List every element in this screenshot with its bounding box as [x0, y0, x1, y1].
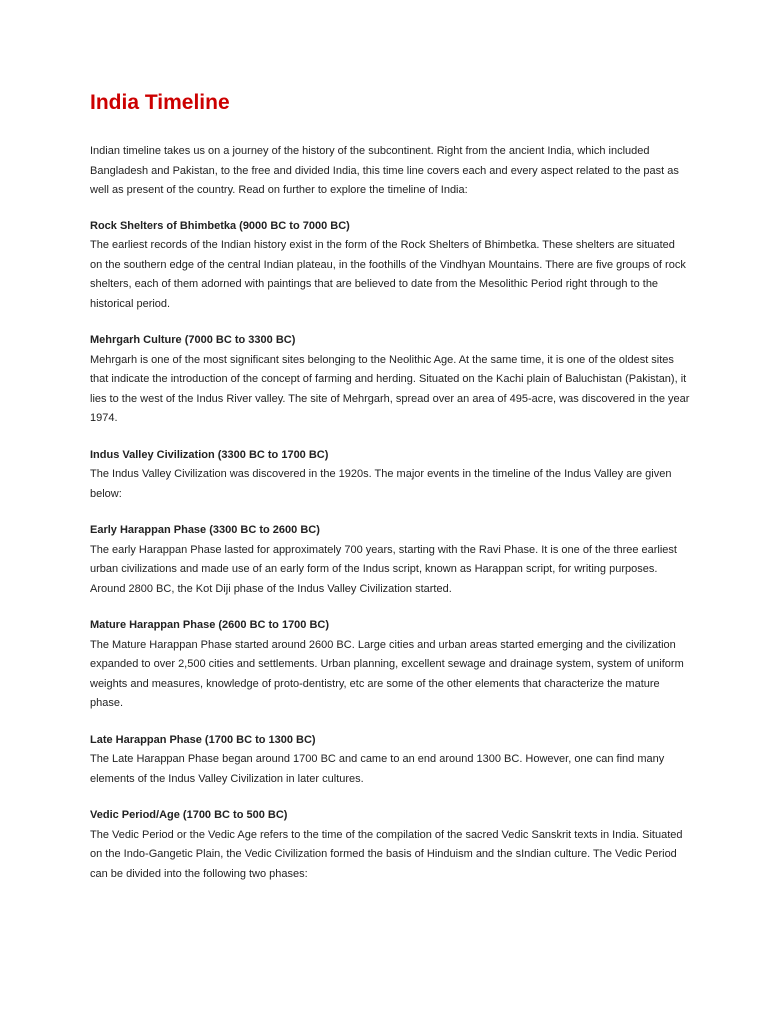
section-heading: Late Harappan Phase (1700 BC to 1300 BC)	[90, 733, 316, 746]
section-heading: Early Harappan Phase (3300 BC to 2600 BC)	[90, 524, 320, 536]
section-heading: Vedic Period/Age (1700 BC to 500 BC)	[90, 809, 288, 821]
section-heading: Rock Shelters of Bhimbetka (9000 BC to 7000 BC)	[90, 219, 350, 232]
section-body: Mehrgarh is one of the most significant sites belonging to the Neolithic Age. At the same time, it is one of the oldest sites that indicate the introduction of the concept of farming and herding. Situated on the Kachi plain of Baluchistan (Pakistan), it lies to the west of the Indus River valley. The site of Mehrgarh, spread over an area of 495-acre, was discovered in the year 1974.	[90, 353, 690, 424]
section-indus-valley	[90, 446, 690, 505]
section-vedic-period	[90, 806, 690, 884]
section-body: The early Harappan Phase lasted for approximately 700 years, starting with the Ravi Phase. It is one of the three earliest urban civilizations and made use of an early form of the Indus script, known as Harappan script, for writing purposes. Around 2800 BC, the Kot Diji phase of the Indus Valley Civilization started.	[90, 543, 677, 595]
section-body: The Mature Harappan Phase started around 2600 BC. Large cities and urban areas started emerging and the civilization expanded to over 2,500 cities and settlements. Urban planning, excellent sewage and drainage system, system of uniform weights and measures, knowledge of proto-dentistry, etc are some of the other elements that characterize the mature phase.	[90, 638, 684, 709]
section-mature-harappan	[90, 616, 690, 714]
section-body: The earliest records of the Indian history exist in the form of the Rock Shelters of Bhimbetka. These shelters are situated on the southern edge of the central Indian plateau, in the foothills of the Vindhyan Mountains. There are five groups of rock shelters, each of them adorned with paintings that are believed to date from the Mesolithic Period right through to the historical period.	[90, 239, 686, 310]
section-heading: Mehrgarh Culture (7000 BC to 3300 BC)	[90, 334, 296, 346]
document-content	[90, 142, 690, 901]
section-heading: Mature Harappan Phase (2600 BC to 1700 BC)	[90, 619, 330, 631]
section-body: The Late Harappan Phase began around 1700 BC and came to an end around 1300 BC. However, one can find many elements of the Indus Valley Civilization in later cultures.	[90, 753, 665, 785]
intro-paragraph: Indian timeline takes us on a journey of the history of the subcontinent. Right from the ancient India, which included Bangladesh and Pakistan, to the free and divided India, this time line covers each and every aspect related to the past as well as present of the country. Read on further to explore the timeline of India:	[90, 145, 679, 196]
section-heading: Indus Valley Civilization (3300 BC to 1700 BC)	[90, 448, 329, 461]
section-late-harappan	[90, 731, 690, 790]
section-body: The Vedic Period or the Vedic Age refers to the time of the compilation of the sacred Vedic Sanskrit texts in India. Situated on the Indo-Gangetic Plain, the Vedic Civilization formed the basis of Hinduism and the sIndian culture. The Vedic Period can be divided into the following two phases:	[90, 828, 683, 880]
section-early-harappan	[90, 521, 690, 599]
section-mehrgarh	[90, 331, 690, 429]
section-rock-shelters	[90, 217, 690, 315]
section-body: The Indus Valley Civilization was discovered in the 1920s. The major events in the timeline of the Indus Valley are given below:	[90, 468, 672, 500]
page-title: India Timeline	[90, 91, 230, 114]
